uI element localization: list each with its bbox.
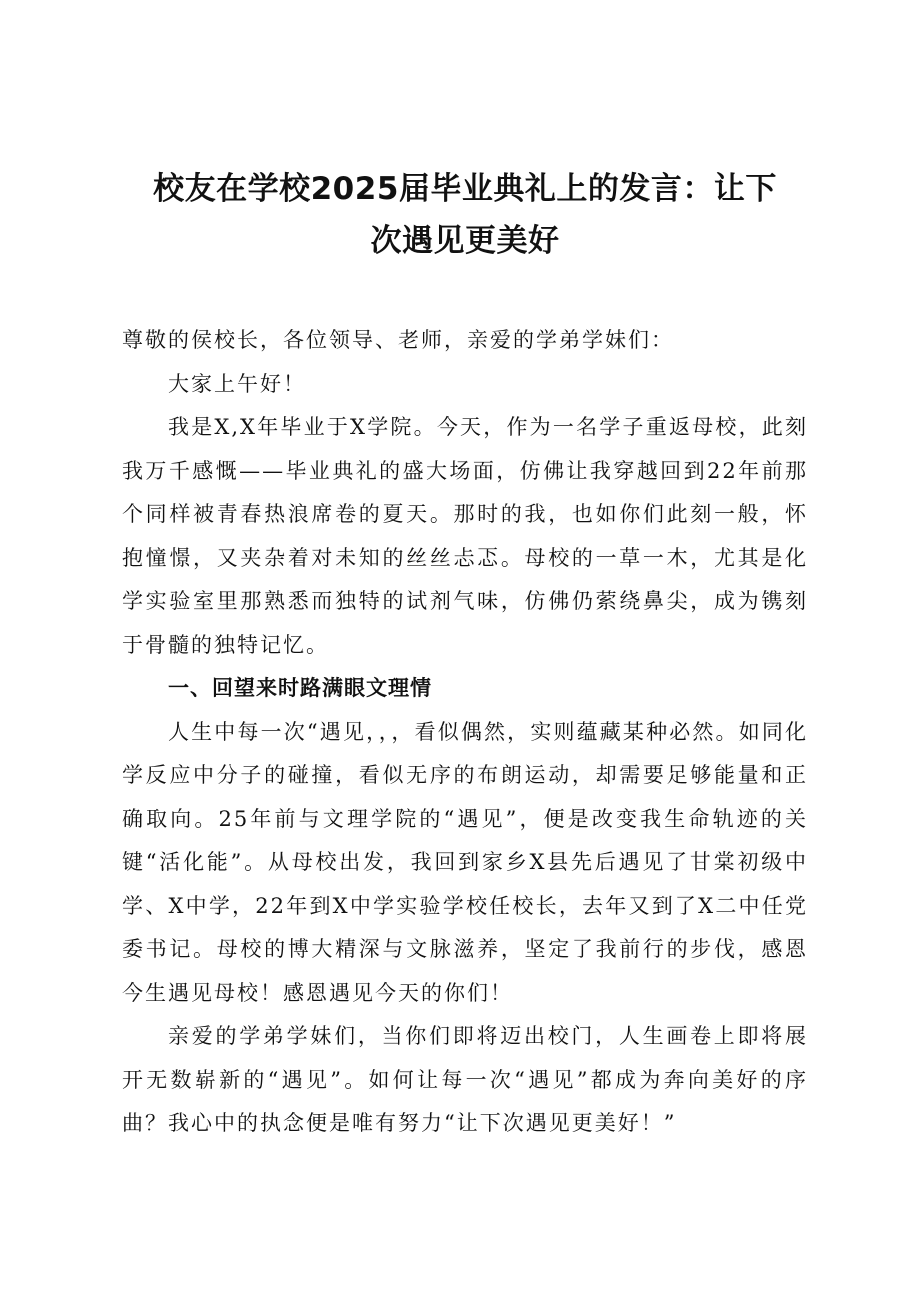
document-title-line-2: 次遇见更美好 bbox=[370, 223, 560, 259]
greeting: 大家上午好！ bbox=[168, 371, 306, 396]
body-paragraph: 我是X,X年毕业于X学院。今天，作为一名学子重返母校，此刻我万千感慨——毕业典礼的盛大场面，仿佛让我穿越回到22年前那个同样被青春热浪席卷的夏天。那时的我，也如你们此刻一般，怀抱憧憬，又夹杂着对未知的丝丝忐忑。母校的一草一木，尤其是化学实验室里那熟悉而独特的试剂气味，仿佛仍萦绕鼻尖，成为镌刻于骨髓的独特记忆。 bbox=[122, 415, 808, 657]
document-title-line-1: 校友在学校2025届毕业典礼上的发言：让下 bbox=[153, 171, 777, 207]
section-heading: 一、回望来时路满眼文理情 bbox=[168, 676, 432, 700]
body-paragraph: 人生中每一次“遇见，，，看似偶然，实则蕴藏某种必然。如同化学反应中分子的碰撞，看似无序的布朗运动，却需要足够能量和正确取向。25年前与文理学院的“遇见”，便是改变我生命轨迹的关键“活化能”。从母校出发，我回到家乡X县先后遇见了甘棠初级中学、X中学，22年到X中学实验学校任校长，去年又到了X二中任党委书记。母校的博大精深与文脉滋养，坚定了我前行的步伐，感恩今生遇见母校！感恩遇见今天的你们！ bbox=[122, 719, 808, 1005]
salutation: 尊敬的侯校长，各位领导、老师，亲爱的学弟学妹们： bbox=[122, 328, 674, 352]
body-paragraph: 亲爱的学弟学妹们，当你们即将迈出校门，人生画卷上即将展开无数崭新的“遇见”。如何让每一次“遇见”都成为奔向美好的序曲？我心中的执念便是唯有努力“让下次遇见更美好！” bbox=[122, 1024, 808, 1135]
document-body bbox=[122, 319, 808, 1146]
document-title bbox=[122, 163, 808, 267]
